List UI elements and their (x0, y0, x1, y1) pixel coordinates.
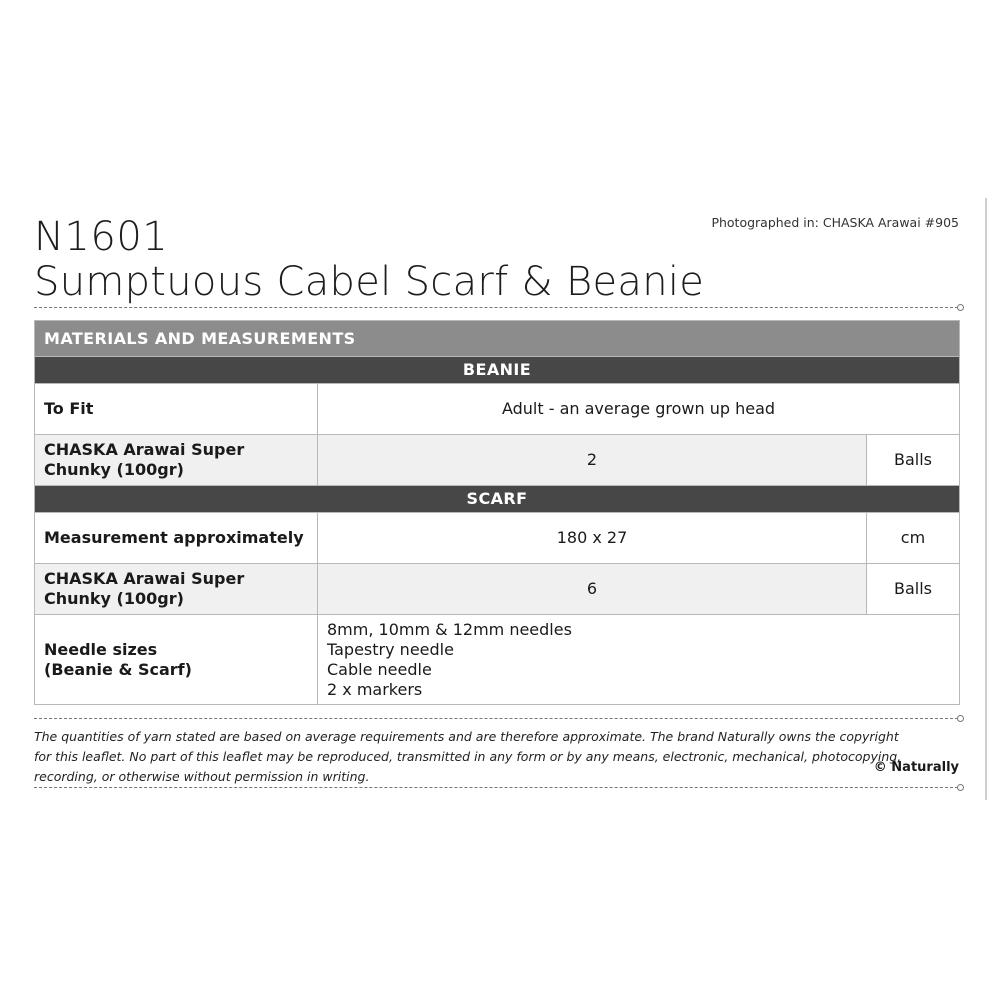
scarf-yarn-label-line2: Chunky (100gr) (44, 589, 184, 608)
materials-heading: MATERIALS AND MEASUREMENTS (35, 321, 960, 357)
scarf-yarn-label (35, 564, 318, 615)
measurement-unit: cm (867, 513, 960, 564)
list-item: 2 x markers (327, 679, 423, 699)
pattern-code: N1601 (34, 214, 169, 260)
materials-heading-row (35, 321, 960, 357)
measurement-value: 180 x 27 (318, 513, 867, 564)
scarf-yarn-unit: Balls (867, 564, 960, 615)
divider-middle (34, 718, 958, 719)
beanie-yarn-label-line2: Chunky (100gr) (44, 460, 184, 479)
scarf-section-heading: SCARF (35, 486, 960, 513)
measurement-label: Measurement approximately (35, 513, 318, 564)
right-edge-rule (985, 198, 987, 800)
photographed-in-note: Photographed in: CHASKA Arawai #905 (711, 215, 959, 230)
beanie-yarn-value: 2 (318, 435, 867, 486)
divider-bottom (34, 787, 958, 788)
notice-line: recording, or otherwise without permission in writing. (34, 769, 370, 784)
table-row (35, 564, 960, 615)
table-row (35, 513, 960, 564)
copyright-notice (34, 727, 959, 787)
scarf-yarn-label-line1: CHASKA Arawai Super (44, 569, 245, 588)
divider-top (34, 307, 958, 308)
beanie-section-heading: BEANIE (35, 357, 960, 384)
needle-sizes-label-line1: Needle sizes (44, 639, 158, 659)
beanie-yarn-unit: Balls (867, 435, 960, 486)
list-item: 8mm, 10mm & 12mm needles (327, 619, 572, 639)
scarf-yarn-value: 6 (318, 564, 867, 615)
list-item: Cable needle (327, 659, 432, 679)
notice-line: The quantities of yarn stated are based on average requirements and are therefore approximate. The brand Naturally owns the copyright (34, 729, 899, 744)
needle-sizes-list (318, 615, 960, 705)
to-fit-value: Adult - an average grown up head (318, 384, 960, 435)
copyright-mark: © Naturally (873, 760, 959, 775)
needle-sizes-label (35, 615, 318, 705)
scarf-section-row (35, 486, 960, 513)
table-row (35, 615, 960, 705)
beanie-yarn-label-line1: CHASKA Arawai Super (44, 440, 245, 459)
materials-table (34, 320, 960, 705)
list-item: Tapestry needle (327, 639, 454, 659)
notice-line: for this leaflet. No part of this leaflet may be reproduced, transmitted in any form or by any means, electronic, mechanical, photocopying, (34, 749, 902, 764)
beanie-section-row (35, 357, 960, 384)
table-row (35, 384, 960, 435)
pattern-title: Sumptuous Cabel Scarf & Beanie (34, 259, 705, 305)
beanie-yarn-label (35, 435, 318, 486)
needle-sizes-label-line2: (Beanie & Scarf) (44, 659, 192, 679)
table-row (35, 435, 960, 486)
to-fit-label: To Fit (35, 384, 318, 435)
